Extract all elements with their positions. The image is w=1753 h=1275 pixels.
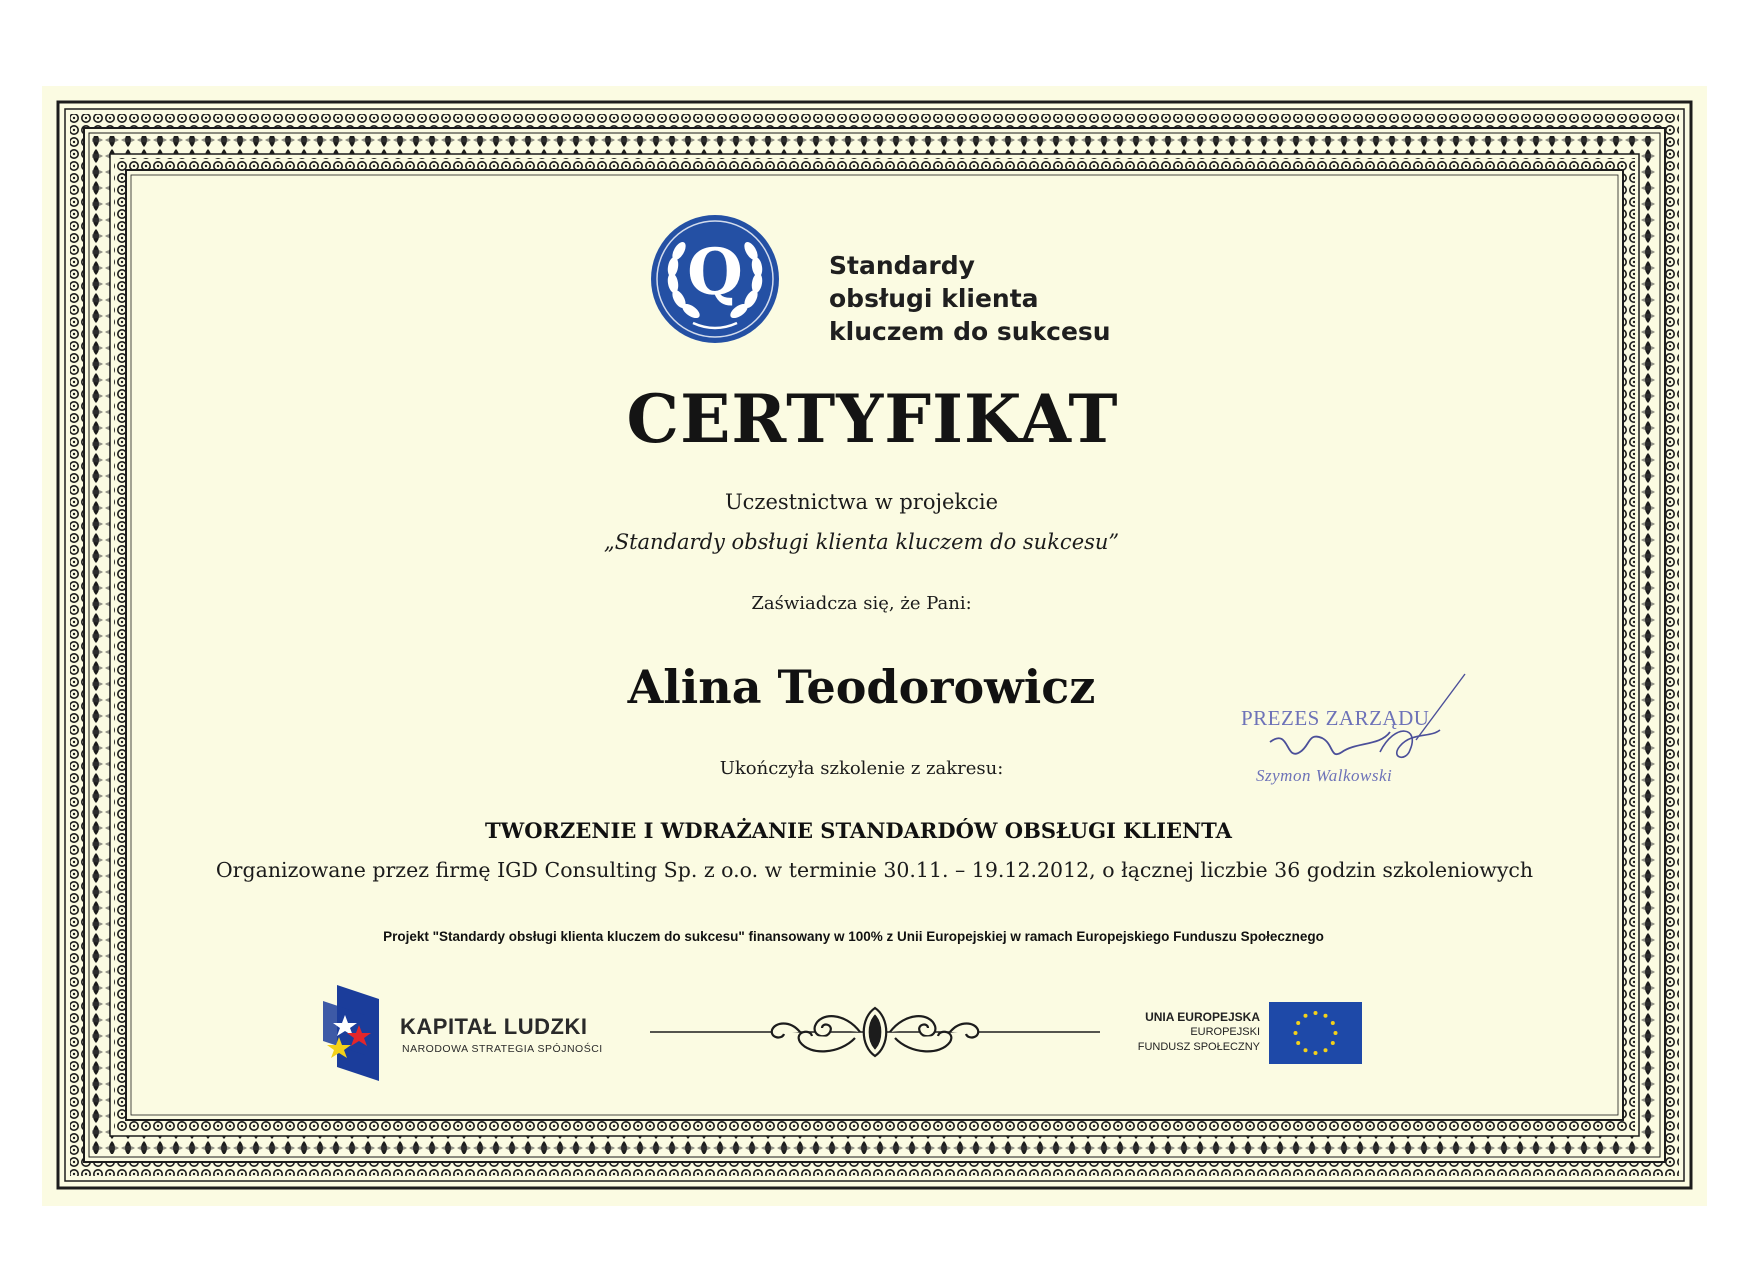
stamp-name: Szymon Walkowski: [1256, 766, 1393, 785]
kapital-ludzki-subtitle: NARODOWA STRATEGIA SPÓJNOŚCI: [402, 1043, 603, 1055]
certifies-line: Zaświadcza się, że Pani:: [751, 593, 972, 614]
stamp-title: PREZES ZARZĄDU: [1241, 706, 1430, 730]
organizer-line: Organizowane przez firmę IGD Consulting Sp. z o.o. w terminie 30.11. – 19.12.2012, o łącznej liczbie 36 godzin szkoleniowych: [215, 858, 1534, 882]
participation-line: Uczestnictwa w projekcie: [724, 490, 999, 514]
eu-line-2: EUROPEJSKI: [1190, 1026, 1260, 1038]
course-title: TWORZENIE I WDRAŻANIE STANDARDÓW OBSŁUGI KLIENTA: [485, 818, 1232, 843]
logo-text: [829, 249, 1129, 348]
funding-note: Projekt "Standardy obsługi klienta kluczem do sukcesu" finansowany w 100% z Unii Europejskiej w ramach Europejskiego Funduszu Społecznego: [383, 929, 1324, 944]
center-ornament: [650, 998, 1100, 1066]
eu-flag-icon: [1269, 1002, 1362, 1064]
logo-emblem: [649, 213, 781, 345]
eu-line-1: UNIA EUROPEJSKA: [1145, 1010, 1260, 1024]
completed-line: Ukończyła szkolenie z zakresu:: [719, 758, 1004, 779]
kapital-ludzki-name: KAPITAŁ LUDZKI: [400, 1014, 588, 1039]
logo-line-3: kluczem do sukcesu: [829, 317, 1111, 346]
project-name: „Standardy obsługi klienta kluczem do sukcesu”: [603, 530, 1120, 554]
recipient-name: Alina Teodorowicz: [627, 660, 1096, 714]
eu-line-3: FUNDUSZ SPOŁECZNY: [1137, 1041, 1260, 1053]
certificate-title: CERTYFIKAT: [626, 380, 1119, 458]
logo-line-1: Standardy: [829, 251, 975, 280]
logo-line-2: obsługi klienta: [829, 284, 1039, 313]
signature: [1230, 672, 1470, 792]
kapital-ludzki-logo: [323, 985, 385, 1081]
logo-letter: Q: [687, 235, 743, 310]
eu-text: [1100, 1010, 1260, 1055]
